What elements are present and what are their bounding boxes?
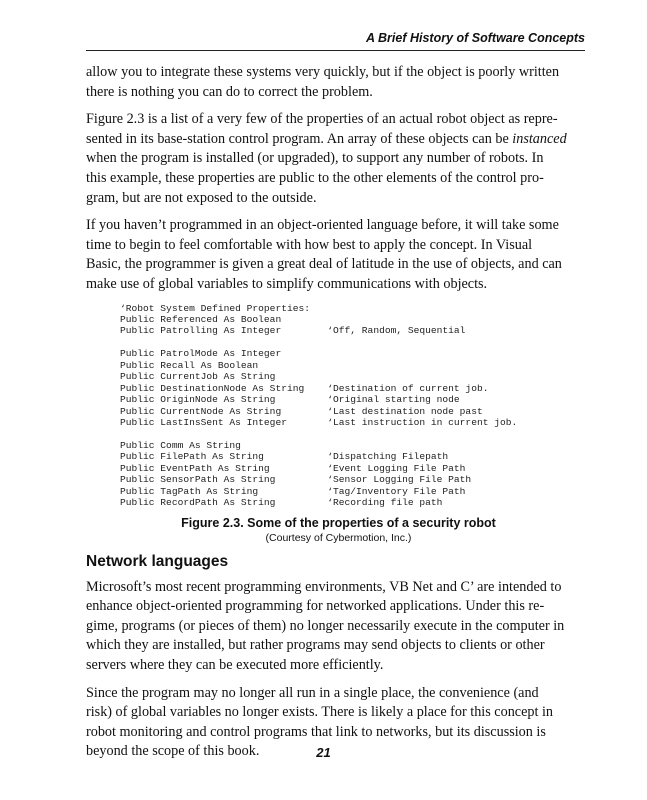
code-line: Public CurrentJob As String — [120, 371, 276, 383]
text-line: gram, but are not exposed to the outside. — [86, 189, 317, 206]
code-line: Public Patrolling As Integer ‘Off, Random, Sequential — [120, 325, 466, 337]
text-line: risk) of global variables no longer exists. There is likely a place for this concept in — [86, 704, 554, 721]
section-heading: Network languages — [86, 552, 229, 570]
figure-caption-credit: (Courtesy of Cybermotion, Inc.) — [265, 531, 412, 544]
figure-caption-title: Figure 2.3. Some of the properties of a security robot — [181, 515, 496, 530]
header-rule — [86, 50, 585, 51]
text-line: make use of global variables to simplify communications with objects. — [86, 275, 488, 292]
code-line: ‘Robot System Defined Properties: — [120, 302, 310, 314]
paragraph — [86, 216, 591, 294]
code-line: Public DestinationNode As String ‘Destination of current job. — [120, 382, 489, 394]
code-listing — [120, 303, 591, 509]
text-line: enhance object-oriented programming for networked applications. Under this re- — [86, 598, 545, 615]
code-line: Public FilePath As String ‘Dispatching Filepath — [120, 451, 449, 463]
text-line: Basic, the programmer is given a great deal of latitude in the use of objects, and can — [86, 256, 562, 273]
paragraph — [86, 578, 591, 676]
code-line: Public OriginNode As String ‘Original starting node — [120, 394, 460, 406]
text-line: beyond the scope of this book. — [86, 743, 260, 760]
running-head: A Brief History of Software Concepts — [365, 31, 585, 45]
code-line: Public RecordPath As String ‘Recording file path — [120, 497, 443, 509]
text-line: Figure 2.3 is a list of a very few of the properties of an actual robot object as repre- — [86, 111, 558, 128]
text-line: If you haven’t programmed in an object-oriented language before, it will take some — [86, 217, 559, 234]
code-line: Public SensorPath As String ‘Sensor Logging File Path — [120, 474, 472, 486]
text-line: robot monitoring and control programs that link to networks, but its discussion is — [86, 723, 546, 740]
text-fragment: sented in its base-station control program. An array of these objects can be — [86, 130, 513, 147]
emphasized-term: instanced — [512, 130, 567, 147]
text-line: when the program is installed (or upgraded), to support any number of robots. In — [86, 150, 544, 167]
paragraph — [86, 110, 591, 208]
code-line: Public PatrolMode As Integer — [120, 348, 282, 360]
body-text — [86, 63, 591, 770]
code-blank-line — [120, 337, 591, 348]
code-line: Public Referenced As Boolean — [120, 313, 282, 325]
text-line: gime, programs (or pieces of them) no longer necessarily execute in the computer in — [86, 617, 565, 634]
code-blank-line — [120, 429, 591, 440]
code-line: Public CurrentNode As String ‘Last destination node past — [120, 405, 483, 417]
code-line: Public Comm As String — [120, 439, 241, 451]
code-line: Public Recall As Boolean — [120, 359, 259, 371]
code-line: Public TagPath As String ‘Tag/Inventory File Path — [120, 485, 466, 497]
text-line: this example, these properties are public to the other elements of the control pro- — [86, 169, 544, 186]
figure-caption — [86, 515, 591, 546]
text-line: time to begin to feel comfortable with how best to apply the concept. In Visual — [86, 236, 533, 253]
text-line: which they are installed, but rather programs may send objects to clients or other — [86, 637, 545, 654]
page-number: 21 — [316, 745, 331, 760]
text-line — [86, 130, 591, 150]
text-line: there is nothing you can do to correct the problem. — [86, 83, 373, 100]
text-line: Microsoft’s most recent programming environments, VB Net and C’ are intended to — [86, 578, 562, 595]
code-line: Public LastInsSent As Integer ‘Last instruction in current job. — [120, 417, 518, 429]
text-line: allow you to integrate these systems very quickly, but if the object is poorly written — [86, 64, 560, 80]
code-line: Public EventPath As String ‘Event Logging File Path — [120, 462, 466, 474]
text-line: servers where they can be executed more efficiently. — [86, 657, 384, 674]
text-line: Since the program may no longer all run in a single place, the convenience (and — [86, 684, 539, 701]
paragraph — [86, 63, 591, 102]
